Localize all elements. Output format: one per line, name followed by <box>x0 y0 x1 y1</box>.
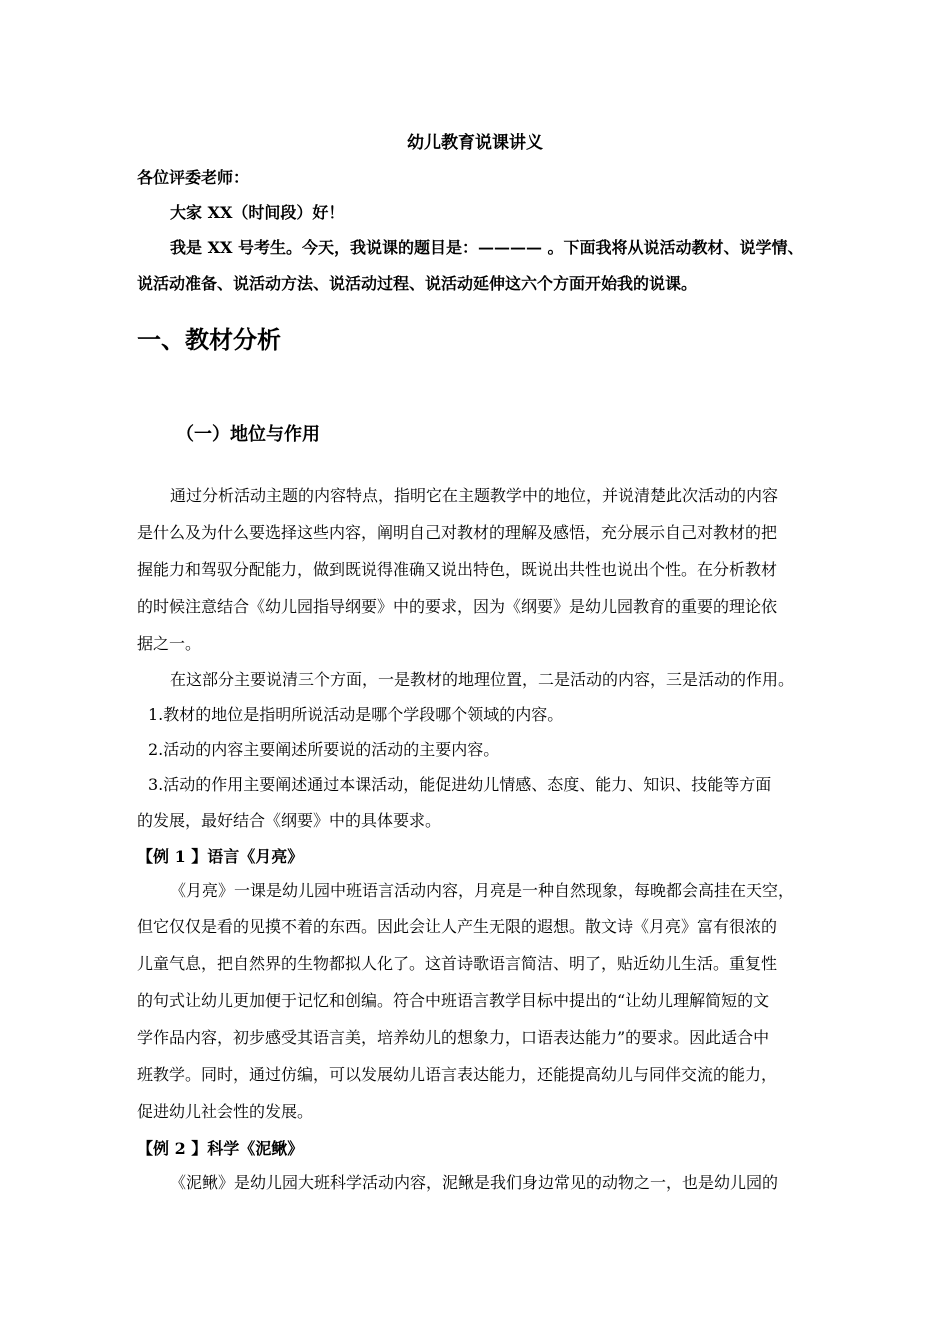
example-line: 促进幼儿社会性的发展。 <box>137 1102 314 1121</box>
example-line: 但它仅仅是看的见摸不着的东西。因此会让人产生无限的遐想。散文诗《月亮》富有很浓的 <box>137 917 778 936</box>
list-item: 1.教材的地位是指明所说活动是哪个学段哪个领域的内容。 <box>148 705 564 724</box>
example-line: 学作品内容，初步感受其语言美，培养幼儿的想象力，口语表达能力”的要求。因此适合中 <box>137 1028 770 1047</box>
paragraph-line: 据之一。 <box>137 634 202 653</box>
example-line: 《月亮》一课是幼儿园中班语言活动内容，月亮是一种自然现象，每晚都会高挂在天空， <box>170 881 795 900</box>
example-heading: 【例 1 】语言《月亮》 <box>137 847 304 866</box>
paragraph-line: 握能力和驾驭分配能力，做到既说得准确又说出特色，既说出共性也说出个性。在分析教材 <box>137 560 778 579</box>
intro-line: 说活动准备、说活动方法、说活动过程、说活动延伸这六个方面开始我的说课。 <box>137 274 698 293</box>
paragraph-line: 是什么及为什么要选择这些内容，阐明自己对教材的理解及感悟，充分展示自己对教材的把 <box>137 523 778 542</box>
intro-line: 大家 XX（时间段）好！ <box>170 203 345 222</box>
example-line: 班教学。同时，通过仿编，可以发展幼儿语言表达能力，还能提高幼儿与同伴交流的能力， <box>137 1065 778 1084</box>
paragraph-line: 的时候注意结合《幼儿园指导纲要》中的要求，因为《纲要》是幼儿园教育的重要的理论依 <box>137 597 778 616</box>
greeting: 各位评委老师： <box>137 168 250 187</box>
list-item: 3.活动的作用主要阐述通过本课活动，能促进幼儿情感、态度、能力、知识、技能等方面 <box>148 775 772 794</box>
example-heading: 【例 2 】科学《泥鳅》 <box>137 1139 304 1158</box>
example-line: 《泥鳅》是幼儿园大班科学活动内容，泥鳅是我们身边常见的动物之一，也是幼儿园的 <box>170 1173 779 1192</box>
section-heading: 一、教材分析 <box>137 325 281 354</box>
document-title: 幼儿教育说课讲义 <box>407 133 543 153</box>
list-item: 的发展，最好结合《纲要》中的具体要求。 <box>137 811 442 830</box>
paragraph-line: 在这部分主要说清三个方面，一是教材的地理位置，二是活动的内容，三是活动的作用。 <box>170 670 795 689</box>
intro-line: 我是 XX 号考生。今天，我说课的题目是：———— 。下面我将从说活动教材、说学情、 <box>170 238 804 257</box>
example-line: 儿童气息，把自然界的生物都拟人化了。这首诗歌语言简洁、明了，贴近幼儿生活。重复性 <box>137 954 778 973</box>
paragraph-line: 通过分析活动主题的内容特点，指明它在主题教学中的地位，并说清楚此次活动的内容 <box>170 486 779 505</box>
subsection-heading: （一）地位与作用 <box>176 424 320 445</box>
example-line: 的句式让幼儿更加便于记忆和创编。符合中班语言教学目标中提出的“让幼儿理解简短的文 <box>137 991 770 1010</box>
list-item: 2.活动的内容主要阐述所要说的活动的主要内容。 <box>148 740 500 759</box>
